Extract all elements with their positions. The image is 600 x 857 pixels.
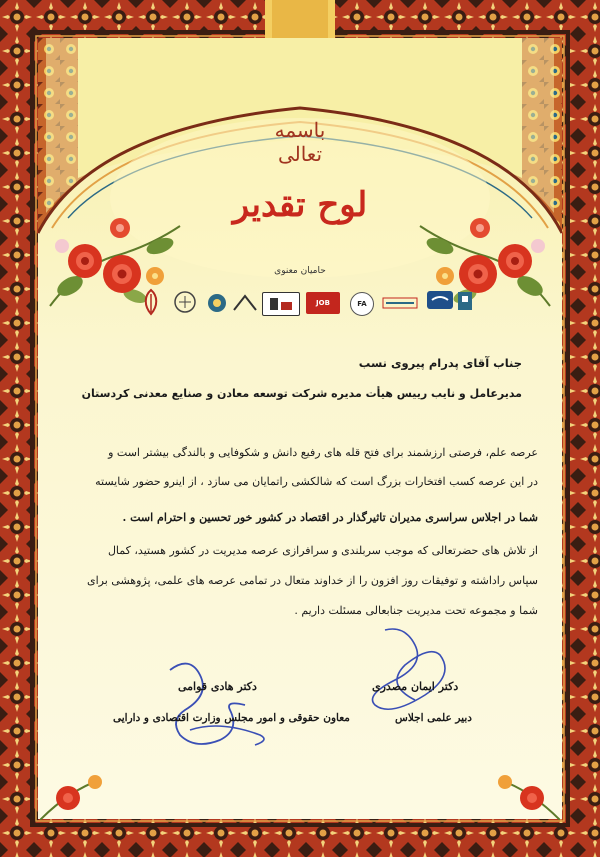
signatory-left-title: معاون حقوقی و امور مجلس وزارت اقتصادی و دارایی (113, 712, 350, 724)
emblem-icon (140, 288, 162, 318)
sponsors-label: حامیان معنوی (274, 266, 326, 276)
signatory-left-name: دکتر هادی قوامی (178, 680, 257, 693)
body-line: عرصه علم، فرصتی ارزشمند برای فتح قله های رفیع دانش و شکوفایی و بالندگی بیشتر است و (108, 446, 538, 459)
sponsor-logos (140, 284, 470, 324)
flower-corner-bottom-right-icon (470, 760, 560, 820)
fa-logo: FA (350, 292, 374, 316)
media-logo-icon (382, 294, 418, 312)
news-logo-icon (426, 290, 454, 314)
basmala: باسمه تعالی (274, 118, 326, 166)
certificate-title: لوح تقدیر (232, 185, 368, 225)
job-logo: JOB (306, 292, 340, 314)
ministry-logo-icon (170, 290, 200, 316)
recipient-name: جناب آقای پدرام پیروی نسب (358, 356, 522, 370)
organization-logo-icon (206, 292, 228, 314)
body-line: شما در اجلاس سراسری مدیران تاثیرگذار در اقتصاد در کشور خور تحسین و احترام است . (122, 511, 538, 524)
institute-logo-icon (458, 292, 472, 314)
body-line: سپاس راداشته و توفیقات روز افزون را از خداوند متعال در تمامی عرصه های علمی، پژوهشی برای (87, 574, 538, 587)
signature-right-icon (345, 625, 475, 725)
signature-left-icon (150, 650, 290, 760)
recipient-position: مدیرعامل و نایب رییس هیأت مدیره شرکت توسعه معادن و صنایع معدنی کردستان (81, 387, 522, 400)
signatory-right-title: دبیر علمی اجلاس (395, 712, 472, 724)
signatory-right-name: دکتر ایمان مصدری (372, 680, 459, 693)
logo-box-icon (262, 292, 300, 316)
flower-corner-bottom-left-icon (40, 760, 130, 820)
brand-logo-icon (232, 294, 258, 312)
body-line: در این عرصه کسب افتخارات بزرگ است که شالکشی راتمایان می سازد ، از اینرو حضور شایسته (95, 475, 538, 488)
body-line: از تلاش های حضرتعالی که موجب سربلندی و سرافرازی عرصه مدیریت در کشور هستید، کمال (107, 544, 538, 557)
body-line: شما و مجموعه تحت مدیریت جنابعالی مسئلت داریم . (294, 604, 538, 617)
